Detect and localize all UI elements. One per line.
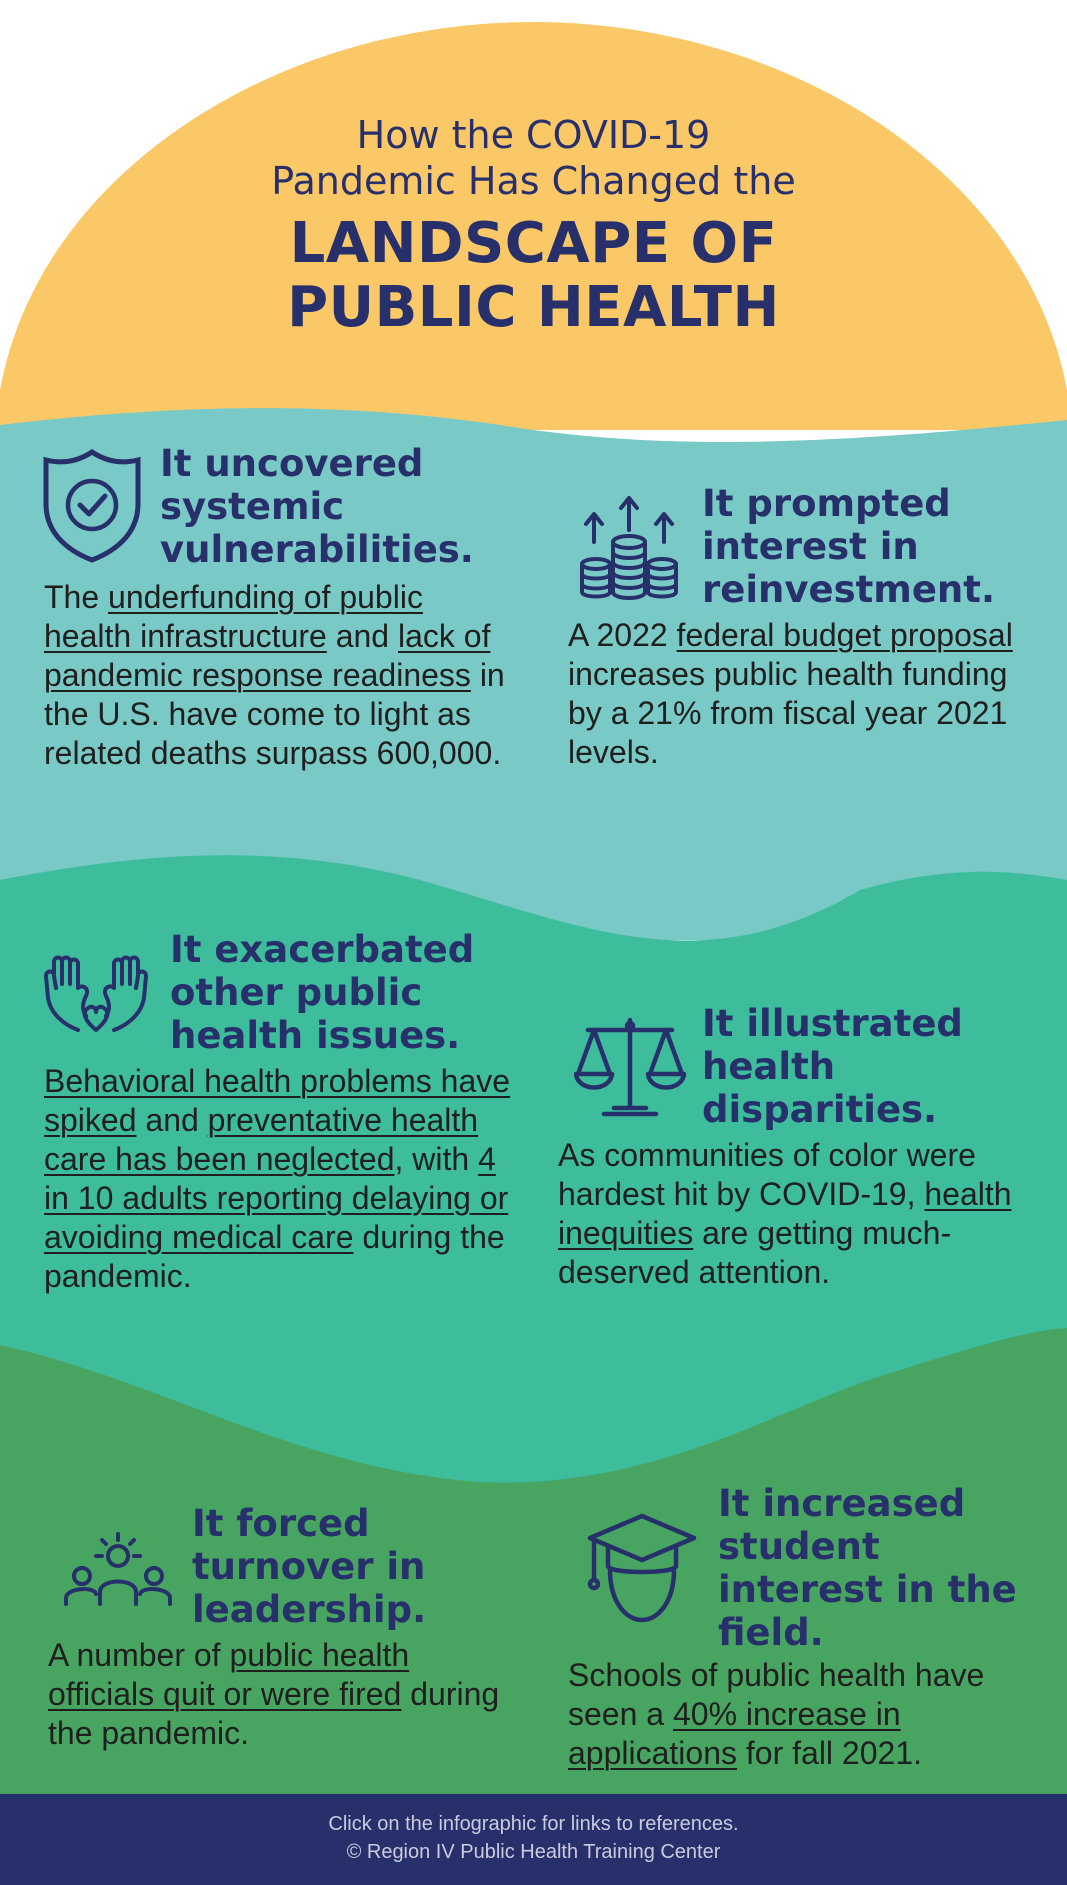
footer-copyright: © Region IV Public Health Training Center <box>346 1841 721 1863</box>
footer-bar <box>0 1794 1067 1885</box>
heading-exacerbated <box>170 928 474 1057</box>
heading-line: disparities. <box>702 1088 938 1131</box>
body-turnover <box>48 1636 518 1753</box>
body-text: A 2022 <box>568 617 677 653</box>
reference-link-underfunding[interactable]: underfunding of public health infrastructure <box>44 579 423 654</box>
heading-line: reinvestment. <box>702 568 996 611</box>
body-vulnerabilities <box>44 578 514 773</box>
scales-icon <box>574 1016 686 1120</box>
heading-line: vulnerabilities. <box>160 528 474 571</box>
heading-line: It forced <box>192 1502 370 1545</box>
title-line-2: PUBLIC HEALTH <box>287 275 780 340</box>
heading-line: interest in <box>702 525 919 568</box>
body-text: and <box>136 1102 208 1138</box>
body-disparities <box>558 1136 1018 1292</box>
reference-link-readiness[interactable]: lack of pandemic response readiness <box>44 618 491 693</box>
heading-line: interest in the <box>718 1568 1017 1611</box>
hands-heart-icon <box>42 954 150 1034</box>
heading-line: student <box>718 1525 880 1568</box>
heading-line: It increased <box>718 1482 966 1525</box>
reference-link-officials[interactable]: public health officials quit or were fired <box>48 1637 410 1712</box>
reference-link-adults[interactable]: 4 in 10 adults reporting delaying or avoiding medical care <box>44 1141 509 1255</box>
body-text: during the pandemic. <box>48 1676 500 1751</box>
heading-line: leadership. <box>192 1588 427 1631</box>
body-reinvestment <box>568 616 1048 772</box>
people-sun-icon <box>64 1530 172 1610</box>
heading-vulnerabilities <box>160 442 474 571</box>
body-text: during the pandemic. <box>44 1219 505 1294</box>
body-text: increases public health funding by a 21% from fiscal year 2021 levels. <box>568 656 1008 770</box>
coins-arrows-up-icon <box>578 492 680 602</box>
heading-reinvestment <box>702 482 995 611</box>
heading-students <box>718 1482 1017 1654</box>
heading-turnover <box>192 1502 426 1631</box>
body-text: for fall 2021. <box>737 1735 922 1771</box>
reference-link-behavioral[interactable]: Behavioral health problems have spiked <box>44 1063 511 1138</box>
heading-disparities <box>702 1002 963 1131</box>
heading-line: other public <box>170 971 423 1014</box>
body-exacerbated <box>44 1062 514 1296</box>
body-text: in the U.S. have come to light as related deaths surpass 600,000. <box>44 657 505 771</box>
reference-link-budget[interactable]: federal budget proposal <box>676 617 1013 653</box>
body-text: and <box>326 618 398 654</box>
heading-line: systemic <box>160 485 345 528</box>
subtitle-line-2: Pandemic Has Changed the <box>271 159 796 203</box>
heading-line: health issues. <box>170 1014 461 1057</box>
title-line-1: LANDSCAPE OF <box>289 211 778 276</box>
body-text: Schools of public health have seen a <box>568 1657 985 1732</box>
graduate-icon <box>586 1510 698 1626</box>
body-text: , with <box>394 1141 479 1177</box>
body-students <box>568 1656 1048 1773</box>
body-text: The <box>44 579 109 615</box>
subtitle-line-1: How the COVID-19 <box>356 113 711 157</box>
heading-line: It exacerbated <box>170 928 475 971</box>
heading-line: It illustrated <box>702 1002 963 1045</box>
reference-link-preventative[interactable]: preventative health care has been neglected <box>44 1102 479 1177</box>
body-text: are getting much-deserved attention. <box>558 1215 952 1290</box>
header-subtitle <box>0 112 1067 204</box>
heading-line: field. <box>718 1611 824 1654</box>
body-text: As communities of color were hardest hit by COVID-19, <box>558 1137 976 1212</box>
heading-line: It uncovered <box>160 442 424 485</box>
header-title <box>0 212 1067 340</box>
heading-line: health <box>702 1045 836 1088</box>
footer-references-note: Click on the infographic for links to references. <box>328 1813 739 1835</box>
heading-line: turnover in <box>192 1545 426 1588</box>
shield-check-icon <box>42 448 142 564</box>
heading-line: It prompted <box>702 482 951 525</box>
reference-link-inequities[interactable]: health inequities <box>558 1176 1012 1251</box>
body-text: A number of <box>48 1637 230 1673</box>
reference-link-applications[interactable]: 40% increase in applications <box>568 1696 901 1771</box>
